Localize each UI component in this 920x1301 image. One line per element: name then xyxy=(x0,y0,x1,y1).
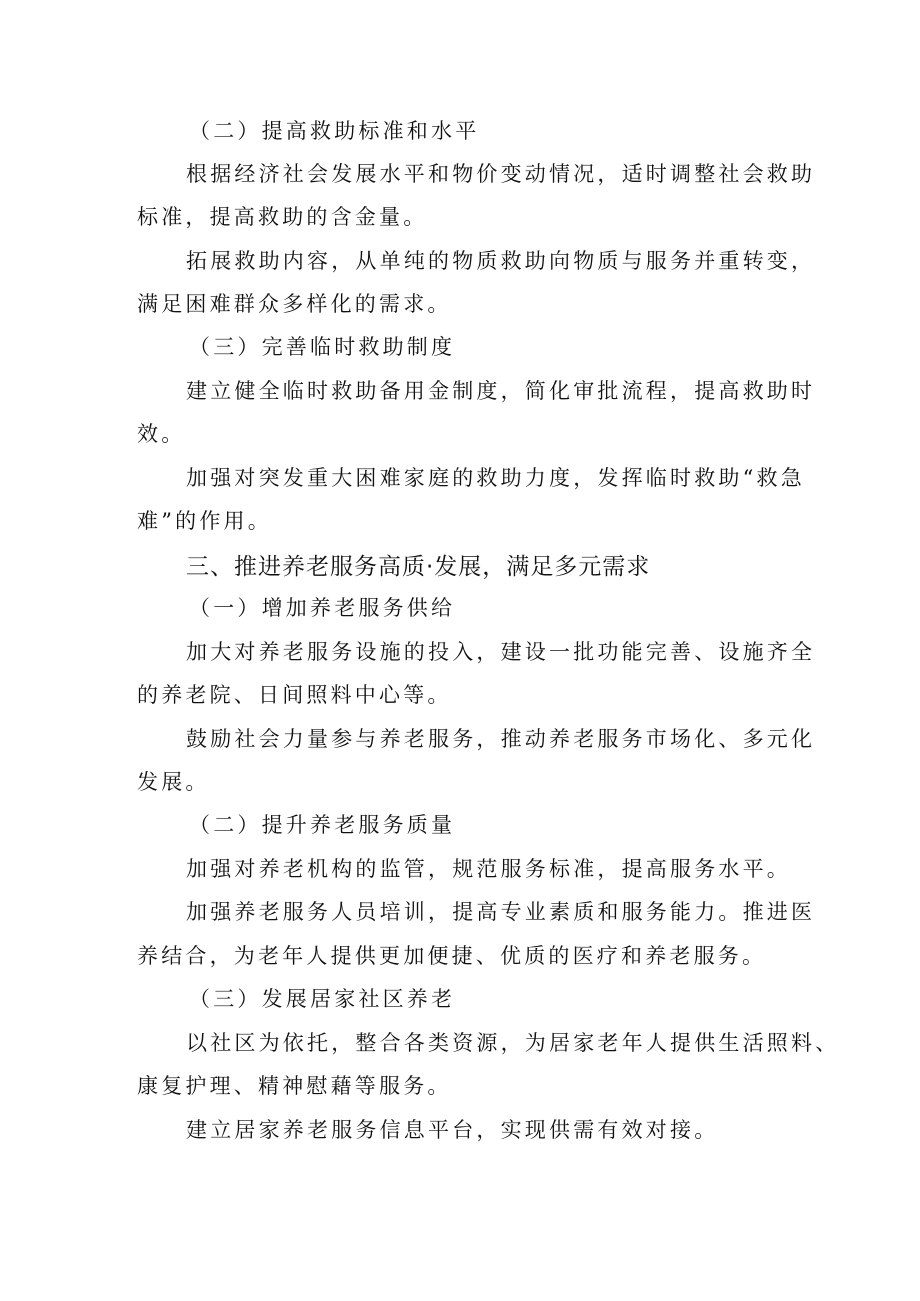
section-heading: 三、推进养老服务高质·发展，满足多元需求 xyxy=(186,554,651,580)
paragraph-line: 康复护理、精神慰藉等服务。 xyxy=(137,1074,452,1098)
subsection-heading-home-community: （三）发展居家社区养老 xyxy=(189,987,456,1011)
paragraph-line: 加强对养老机构的监管，规范服务标准，提高服务水平。 xyxy=(186,857,791,881)
paragraph-line: 根据经济社会发展水平和物价变动情况，适时调整社会救助 xyxy=(186,162,816,186)
subsection-heading-service-quality: （二）提升养老服务质量 xyxy=(189,813,456,837)
subsection-heading-raise-standards: （二）提高救助标准和水平 xyxy=(189,119,480,143)
paragraph-line: 加强对突发重大困难家庭的救助力度，发挥临时救助“救急 xyxy=(186,466,805,490)
paragraph-line: 拓展救助内容，从单纯的物质救助向物质与服务并重转变， xyxy=(186,249,816,273)
paragraph-line: 难”的作用。 xyxy=(137,509,272,533)
paragraph-line: 建立居家养老服务信息平台，实现供需有效对接。 xyxy=(186,1118,719,1142)
paragraph-line: 加强养老服务人员培训，提高专业素质和服务能力。推进医 xyxy=(186,900,816,924)
paragraph-line: 加大对养老服务设施的投入，建设一批功能完善、设施齐全 xyxy=(186,640,816,664)
paragraph-line: 的养老院、日间照料中心等。 xyxy=(137,683,452,707)
paragraph-line: 建立健全临时救助备用金制度，简化审批流程，提高救助时 xyxy=(186,379,816,403)
paragraph-line: 标准，提高救助的含金量。 xyxy=(137,205,428,229)
paragraph-line: 养结合，为老年人提供更加便捷、优质的医疗和养老服务。 xyxy=(137,944,767,968)
paragraph-line: 发展。 xyxy=(137,770,210,794)
paragraph-line: 效。 xyxy=(137,422,186,446)
paragraph-line: 以社区为依托，整合各类资源，为居家老年人提供生活照料、 xyxy=(186,1031,840,1055)
subsection-heading-temporary-relief: （三）完善临时救助制度 xyxy=(189,335,456,359)
paragraph-line: 鼓励社会力量参与养老服务，推动养老服务市场化、多元化 xyxy=(186,727,816,751)
subsection-heading-increase-supply: （一）增加养老服务供给 xyxy=(189,596,456,620)
paragraph-line: 满足困难群众多样化的需求。 xyxy=(137,292,452,316)
